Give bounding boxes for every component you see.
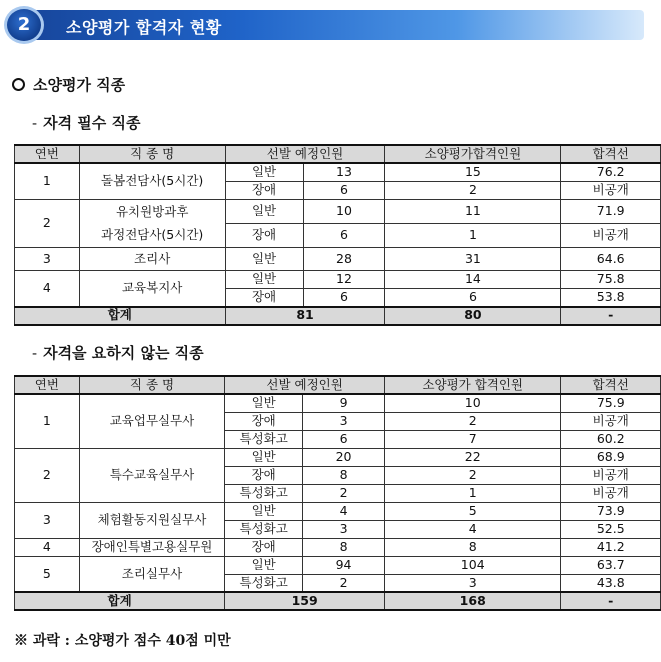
entry-pass: 2 [384, 466, 560, 484]
entry-rate: 52.5 [561, 520, 661, 538]
circle-bullet-icon [12, 78, 25, 91]
total-pass: 80 [385, 307, 561, 325]
entry-type: 일반 [225, 448, 303, 466]
row-name: 특수교육실무사 [79, 448, 225, 502]
table-row [15, 248, 661, 271]
row-no: 1 [15, 394, 80, 448]
total-rate: - [561, 307, 661, 325]
row-no: 4 [15, 538, 80, 556]
entry-pass: 15 [385, 163, 561, 181]
entry-type: 특성화고 [225, 520, 303, 538]
entry-rate: 76.2 [561, 163, 661, 181]
entry-pass: 14 [385, 271, 561, 289]
row-name: 장애인특별고용실무원 [79, 538, 225, 556]
row-name: 교육복지사 [79, 271, 225, 307]
entry-type: 장애 [225, 289, 303, 307]
table-row [15, 271, 661, 289]
total-row [15, 592, 661, 610]
entry-type: 장애 [225, 223, 303, 247]
section-banner [4, 6, 644, 44]
table2-subtitle: - 자격을 요하지 않는 직종 [32, 344, 204, 362]
table-row [15, 199, 661, 223]
entry-type: 일반 [225, 556, 303, 574]
banner-title: 소양평가 합격자 현황 [66, 18, 222, 37]
table-row [15, 163, 661, 181]
entry-rate: 비공개 [561, 223, 661, 247]
entry-plan: 13 [303, 163, 385, 181]
entry-plan: 3 [303, 520, 385, 538]
entry-type: 일반 [225, 502, 303, 520]
required-qualification-table [14, 144, 661, 326]
entry-rate: 63.7 [561, 556, 661, 574]
header-pass: 소양평가합격인원 [385, 145, 561, 163]
table1-subtitle-text: 자격 필수 직종 [43, 114, 141, 132]
header-rate: 합격선 [561, 145, 661, 163]
entry-rate: 68.9 [561, 448, 661, 466]
entry-plan: 6 [303, 223, 385, 247]
total-pass: 168 [384, 592, 560, 610]
entry-rate: 비공개 [561, 466, 661, 484]
table-row [15, 448, 661, 466]
row-no: 4 [15, 271, 80, 307]
total-label: 합계 [15, 592, 225, 610]
no-qualification-table [14, 375, 661, 611]
header-name: 직 종 명 [79, 145, 225, 163]
entry-pass: 104 [384, 556, 560, 574]
total-rate: - [561, 592, 661, 610]
entry-plan: 3 [303, 412, 385, 430]
section-title-text: 소양평가 직종 [33, 76, 126, 94]
entry-rate: 비공개 [561, 412, 661, 430]
entry-plan: 2 [303, 484, 385, 502]
entry-type: 특성화고 [225, 484, 303, 502]
entry-pass: 22 [384, 448, 560, 466]
entry-pass: 5 [384, 502, 560, 520]
total-row [15, 307, 661, 325]
entry-plan: 10 [303, 199, 385, 223]
entry-type: 일반 [225, 248, 303, 271]
entry-type: 장애 [225, 181, 303, 199]
entry-rate: 75.9 [561, 394, 661, 412]
section-title [12, 74, 125, 95]
entry-type: 특성화고 [225, 574, 303, 592]
section-number-badge: 2 [4, 6, 44, 44]
row-name-line: 과정전담사(5시간) [101, 227, 204, 243]
header-plan: 선발 예정인원 [225, 145, 385, 163]
entry-type: 일반 [225, 163, 303, 181]
total-label: 합계 [15, 307, 226, 325]
entry-pass: 8 [384, 538, 560, 556]
entry-rate: 71.9 [561, 199, 661, 223]
header-rate: 합격선 [561, 376, 661, 394]
entry-type: 일반 [225, 394, 303, 412]
table1-subtitle: - 자격 필수 직종 [32, 114, 141, 132]
row-no: 3 [15, 248, 80, 271]
entry-type: 장애 [225, 466, 303, 484]
entry-rate: 60.2 [561, 430, 661, 448]
fail-criteria-note: ※ 과락 : 소양평가 점수 40점 미만 [14, 633, 231, 649]
entry-pass: 2 [384, 412, 560, 430]
row-name [79, 199, 225, 248]
entry-rate: 53.8 [561, 289, 661, 307]
entry-pass: 10 [384, 394, 560, 412]
entry-rate: 비공개 [561, 181, 661, 199]
entry-rate: 75.8 [561, 271, 661, 289]
header-no: 연번 [15, 145, 80, 163]
header-name: 직 종 명 [79, 376, 225, 394]
row-name: 조리사 [79, 248, 225, 271]
entry-plan: 28 [303, 248, 385, 271]
entry-plan: 6 [303, 430, 385, 448]
table-row [15, 502, 661, 520]
entry-plan: 8 [303, 466, 385, 484]
row-name: 체험활동지원실무사 [79, 502, 225, 538]
row-name: 돌봄전담사(5시간) [79, 163, 225, 199]
entry-pass: 3 [384, 574, 560, 592]
table2-subtitle-text: 자격을 요하지 않는 직종 [43, 344, 204, 362]
entry-plan: 8 [303, 538, 385, 556]
total-plan: 81 [225, 307, 385, 325]
entry-rate: 64.6 [561, 248, 661, 271]
entry-type: 일반 [225, 271, 303, 289]
entry-pass: 1 [385, 223, 561, 247]
entry-rate: 41.2 [561, 538, 661, 556]
entry-plan: 94 [303, 556, 385, 574]
entry-plan: 9 [303, 394, 385, 412]
row-no: 1 [15, 163, 80, 199]
entry-pass: 6 [385, 289, 561, 307]
entry-plan: 6 [303, 289, 385, 307]
table-row [15, 538, 661, 556]
header-no: 연번 [15, 376, 80, 394]
entry-plan: 2 [303, 574, 385, 592]
table-row [15, 394, 661, 412]
entry-type: 장애 [225, 538, 303, 556]
entry-plan: 12 [303, 271, 385, 289]
header-pass: 소양평가 합격인원 [384, 376, 560, 394]
header-plan: 선발 예정인원 [225, 376, 385, 394]
entry-rate: 비공개 [561, 484, 661, 502]
entry-type: 특성화고 [225, 430, 303, 448]
row-no: 3 [15, 502, 80, 538]
table-row [15, 556, 661, 574]
entry-pass: 11 [385, 199, 561, 223]
entry-pass: 7 [384, 430, 560, 448]
entry-rate: 43.8 [561, 574, 661, 592]
total-plan: 159 [225, 592, 385, 610]
entry-plan: 20 [303, 448, 385, 466]
row-no: 2 [15, 448, 80, 502]
entry-type: 일반 [225, 199, 303, 223]
entry-type: 장애 [225, 412, 303, 430]
entry-plan: 4 [303, 502, 385, 520]
entry-rate: 73.9 [561, 502, 661, 520]
entry-pass: 1 [384, 484, 560, 502]
entry-pass: 4 [384, 520, 560, 538]
row-name: 교육업무실무사 [79, 394, 225, 448]
entry-pass: 31 [385, 248, 561, 271]
row-name: 조리실무사 [79, 556, 225, 592]
entry-pass: 2 [385, 181, 561, 199]
row-no: 5 [15, 556, 80, 592]
entry-plan: 6 [303, 181, 385, 199]
row-name-line: 유치원방과후 [115, 203, 189, 219]
row-no: 2 [15, 199, 80, 248]
